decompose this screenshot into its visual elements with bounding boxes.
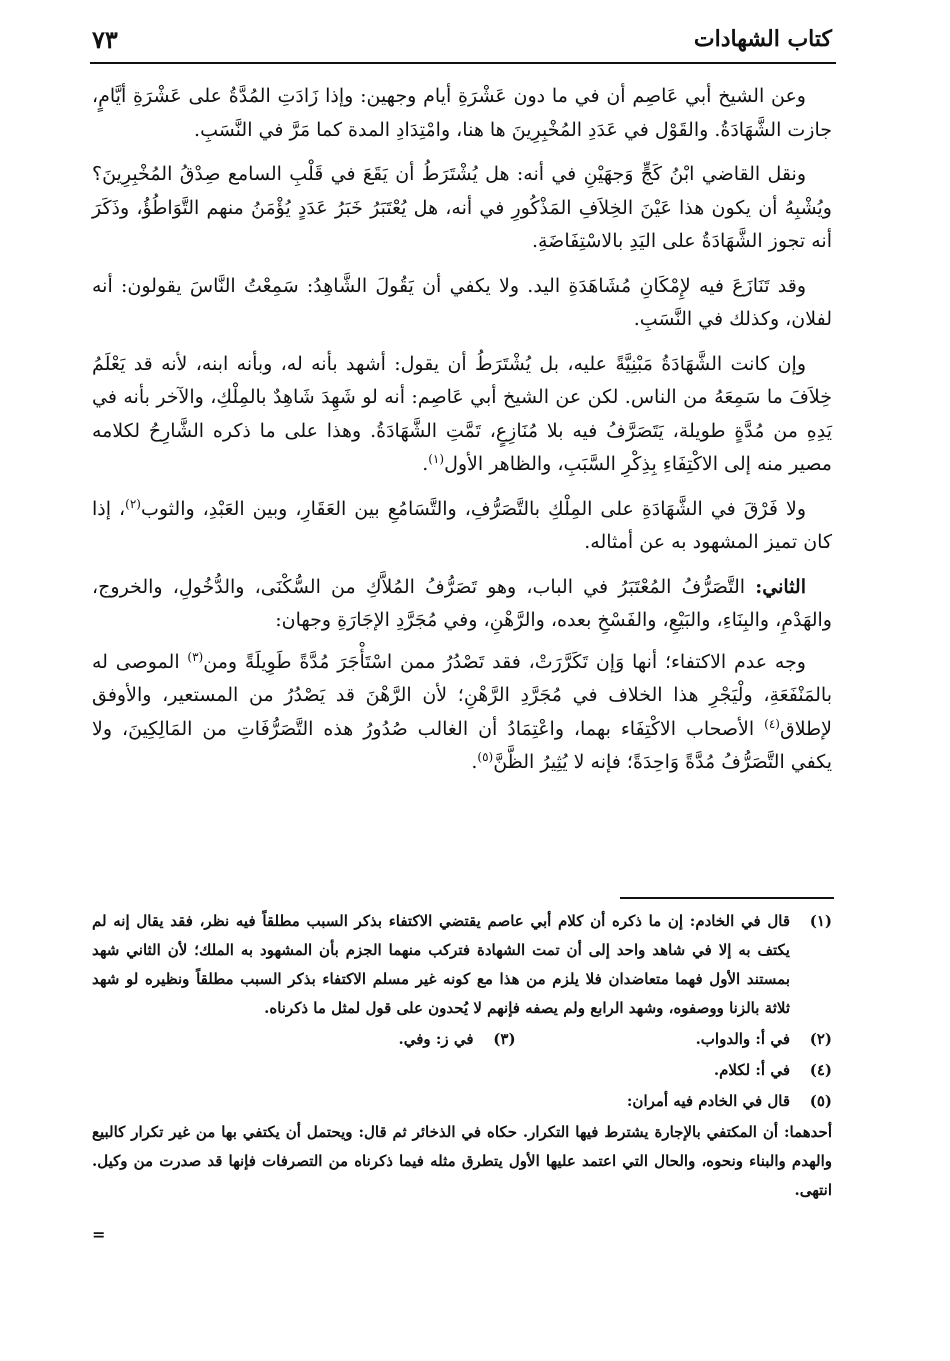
paragraph-2: ونقل القاضي ابْنُ كَجٍّ وَجهَيْنِ في أنه: هل يُشْتَرَطُ أن يَقَعَ في قَلْبِ السامع صِدْقُ المُخْبِرِينَ؟ ويُشْبِهُ أن يكون هذا عَيْنَ الخِلاَفِ المَذْكُورِ في أنه، هل يُعْتَبَرُ خَبَرُ عَدَدٍ يُؤْمَنُ منهم التَّوَاطُؤُ، وذَكَرَ أنه تجوز الشَّهَادَةُ على اليَدِ بالاسْتِفَاضَةِ. [92, 163, 832, 252]
footnote-4 [92, 1056, 832, 1085]
footnote-1 [92, 907, 832, 1023]
footnote-5 [92, 1087, 832, 1116]
running-title: كتاب الشهادات [693, 26, 832, 52]
paragraph-7 [92, 646, 832, 780]
footnotes-2-3-row [92, 1025, 832, 1054]
paragraph-1: وعن الشيخ أبي عَاصِم أن في ما دون عَشْرَةِ أيام وجهين: وإذا زَادَتِ المُدَّةُ على عَشْرَةِ أيَّامٍ، جازت الشَّهَادَةُ. والقَوْل في عَدَدِ المُخْبِرِينَ ها هنا، وامْتِدَادِ المدة كما مَرَّ في النَّسَبِ. [92, 85, 832, 141]
footnote-ref-5[interactable]: (٥) [477, 750, 494, 764]
footnotes [92, 907, 832, 1205]
footnote-gap [516, 1025, 696, 1054]
footnote-3 [399, 1025, 516, 1054]
paragraph-7-text-b: الموصى له بالمَنْفَعَةِ، ولْيَجْرِ هذا الخلاف في مُجَرَّدِ الرَّهْنِ؛ لأن الرَّهْنَ قد يَصْدُرُ من المستعير، والأوفق لإطلاق [92, 650, 832, 740]
paragraph-7-text-c: الأصحاب الاكْتِفَاء بهما، واعْتِمَادُ أن الغالب صُدُورُ هذه التَّصَرُّفَاتِ من المَالِكِينَ، ولا يكفي التَّصَرُّفُ مُدَّةً وَاحِدَةً؛ فإنه لا يُثِيرُ الظَّنَّ [92, 717, 832, 773]
continuation-mark: = [92, 1225, 106, 1244]
footnote-2-number: (٢) [809, 1030, 832, 1048]
footnote-5-lead: أحدهما: [783, 1123, 832, 1141]
footnote-4-number: (٤) [809, 1061, 832, 1079]
paragraph-3: وقد تَنَازَعَ فيه لإِمْكَانِ مُشَاهَدَةِ اليد. ولا يكفي أن يَقُولَ الشَّاهِدُ: سَمِعْتُ النَّاسَ يقولون: أنه لفلان، وكذلك في النَّسَبِ. [92, 274, 832, 330]
footnote-5-text: قال في الخادم فيه أمران: [626, 1092, 790, 1110]
header-rule [90, 62, 836, 64]
footnote-separator [620, 897, 834, 899]
paragraph-7-end: . [471, 751, 478, 773]
paragraph-6 [92, 571, 832, 638]
page-number: ٧٣ [92, 24, 118, 54]
footnote-ref-2[interactable]: (٢) [125, 496, 141, 511]
footnote-ref-1[interactable]: (١) [428, 452, 445, 466]
footnote-1-text: قال في الخادم: إن ما ذكره أن كلام أبي عاصم يقتضي الاكتفاء بذكر السبب مطلقاً فيه نظر، فقد يقال إنه لم يكتف به إلا في شاهد واحد إلى أن تمت الشهادة فتركب منهما الجزم بأن المشهود به الملك؛ لأن الثاني شهد بمستند الأول فهما متعاضدان فلا يلزم من هذا مع كونه غير مسلم الاكتفاء بذكر السبب مطلقاً ونظيره لو شهد ثلاثة بالزنا ووصفوه، وشهد الرابع ولم يصفه فإنهم لا يُحدون على قول لمثل ما ذكرناه. [92, 912, 790, 1017]
paragraph-4-end: . [422, 453, 429, 475]
footnote-5-continuation [92, 1118, 832, 1205]
footnote-2-text: في أ: والدواب. [695, 1030, 790, 1048]
paragraph-5-text: ولا فَرْقَ في الشَّهَادَةِ على المِلْكِ بالتَّصَرُّفِ، والتَّسَامُعِ بين العَقَارِ، وبين العَبْدِ، والثوب [140, 497, 806, 520]
footnote-5-continuation-text: أن المكتفي بالإجارة يشترط فيها التكرار. حكاه في الذخائر ثم قال: ويحتمل أن يكتفي بها من غير تكرار كالبيع والهدم والبناء ونحوه، والحال التي اعتمد عليها الأول يتطرق مثله فيما ذكرناه من التصرفات فإنها قد صدرت من وكيل. انتهى. [92, 1123, 832, 1199]
paragraph-6-text: التَّصَرُّفُ المُعْتَبَرُ في الباب، وهو تَصَرُّفُ المُلاَّكِ من السُّكْنَى، والدُّخُولِ، والخروج، والهَدْمِ، والبِنَاءِ، والبَيْعِ، والفَسْخِ بعده، والرَّهْنِ، وفي مُجَرَّدِ الإجَارَةِ وجهان: [92, 575, 832, 631]
paragraph-6-lead: الثاني: [755, 575, 806, 598]
paragraph-5-end: ، إذا كان تميز المشهود به عن أمثاله. [92, 497, 832, 553]
footnote-1-number: (١) [809, 912, 832, 930]
paragraph-4 [92, 348, 832, 482]
footnote-3-number: (٣) [493, 1030, 516, 1048]
paragraph-4-text: وإن كانت الشَّهَادَةُ مَبْنِيَّةً عليه، بل يُشْتَرَطُ أن يقول: أشهد بأنه له، وبأنه ابنه، لأنه قد يَعْلَمُ خِلاَفَ ما سَمِعَهُ من الناس. لكن عن الشيخ أبي عَاصِم: أنه لو شَهِدَ شَاهِدٌ بالمِلْكِ، والآخر بأنه في يَدِهِ من مُدَّةٍ طويلة، يَتَصَرَّفُ فيه بلا مُنَازِعٍ، تَمَّتِ الشَّهَادَةُ. وهذا على ما ذكره الشَّارِحُ لكلامه مصير منه إلى الاكْتِفَاءِ بِذِكْرِ السَّبَبِ، والظاهر الأول [92, 352, 832, 475]
footnote-ref-4[interactable]: (٤) [764, 716, 780, 731]
page-header [92, 18, 832, 60]
footnote-3-text: في ز: وفي. [398, 1030, 474, 1048]
footnote-5-number: (٥) [809, 1092, 832, 1110]
paragraph-7-text-a: وجه عدم الاكتفاء؛ أنها وَإن تَكَرَّرَتْ، فقد تَصْدُرُ ممن اسْتَأْجَرَ مُدَّةً طَوِيلَةً ومن [203, 650, 806, 673]
footnote-ref-3[interactable]: (٣) [187, 649, 204, 664]
main-text [92, 80, 832, 791]
paragraph-5 [92, 493, 832, 560]
footnote-4-text: في أ: لكلام. [713, 1061, 790, 1079]
footnote-2 [696, 1025, 832, 1054]
